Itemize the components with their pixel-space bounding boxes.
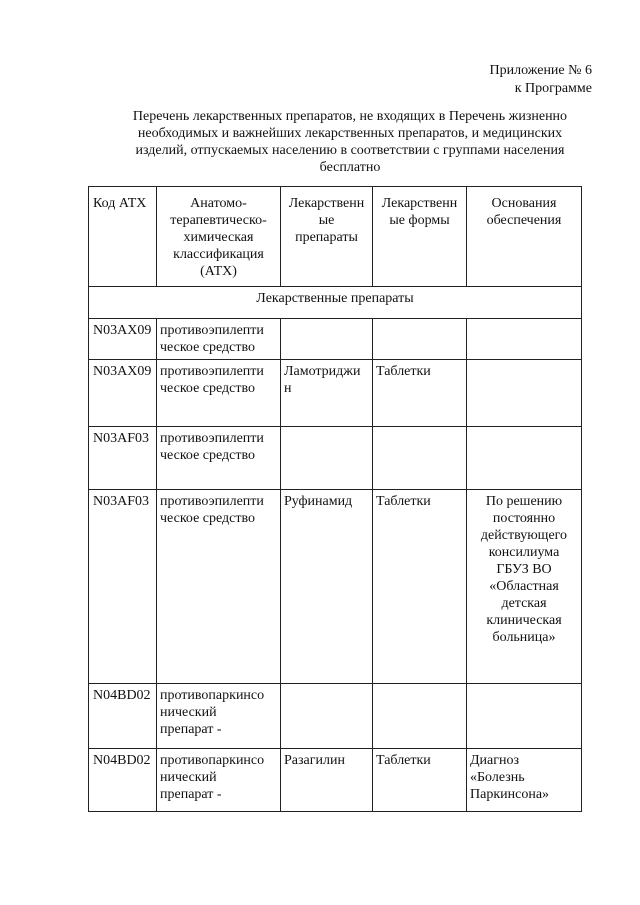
form-cell (373, 360, 467, 427)
drug-cell (281, 427, 373, 490)
classification-line: ческое средство (160, 511, 256, 526)
atc-code-cell: N03AF03 (89, 490, 157, 684)
classification-line: ческое средство (160, 381, 256, 396)
header-classification-line: Анатомо- (190, 196, 247, 211)
classification-line: нический (160, 770, 217, 785)
form-cell (373, 319, 467, 360)
basis-line: детская (501, 596, 547, 611)
basis-cell (467, 360, 582, 427)
header-forms (373, 187, 467, 287)
basis-line: «Областная (489, 579, 559, 594)
form-cell (373, 427, 467, 490)
header-drugs-line: препараты (295, 230, 358, 245)
header-classification-line: (АТХ) (200, 264, 237, 279)
classification-cell (157, 749, 281, 812)
header-basis (467, 187, 582, 287)
drug-cell (281, 319, 373, 360)
classification-line: противопаркинсо (160, 753, 265, 768)
header-forms-line: ые формы (389, 213, 450, 228)
drug-line: Разагилин (284, 753, 345, 768)
header-drugs (281, 187, 373, 287)
drug-list-table (88, 186, 582, 812)
title-line: изделий, отпускаемых населению в соответствии с группами населения (135, 143, 565, 158)
drug-cell (281, 749, 373, 812)
basis-line: «Болезнь (470, 770, 525, 785)
header-classification-line: классификация (173, 247, 264, 262)
basis-line: консилиума (488, 545, 560, 560)
classification-cell (157, 319, 281, 360)
table-row (89, 749, 582, 812)
basis-line: больница» (492, 630, 556, 645)
drug-cell (281, 684, 373, 749)
title-line: Перечень лекарственных препаратов, не входящих в Перечень жизненно (132, 109, 568, 124)
table-row (89, 684, 582, 749)
header-classification-line: терапевтическо- (170, 213, 267, 228)
classification-line: препарат - (160, 787, 222, 802)
basis-cell (467, 427, 582, 490)
atc-code-cell: N04BD02 (89, 749, 157, 812)
classification-line: противоэпилепти (160, 494, 264, 509)
classification-cell (157, 427, 281, 490)
classification-line: ческое средство (160, 340, 256, 355)
header-code-line: Код АТХ (93, 196, 147, 211)
atc-code-cell: N03AX09 (89, 319, 157, 360)
section-label: Лекарственные препараты (89, 287, 582, 319)
form-cell (373, 749, 467, 812)
form-line: Таблетки (376, 494, 431, 509)
atc-code-cell: N04BD02 (89, 684, 157, 749)
drug-line: Руфинамид (284, 494, 353, 509)
title-line: бесплатно (319, 160, 381, 175)
header-basis-line: Основания (491, 196, 557, 211)
drug-cell (281, 360, 373, 427)
header-drugs-line: Лекарственн (288, 196, 365, 211)
header-classification-line: химическая (183, 230, 254, 245)
classification-cell (157, 684, 281, 749)
classification-line: противоэпилепти (160, 323, 264, 338)
form-cell (373, 490, 467, 684)
form-line: Таблетки (376, 364, 431, 379)
header-code (89, 187, 157, 287)
appendix-label (490, 62, 593, 98)
classification-line: нический (160, 705, 217, 720)
basis-line: Паркинсона» (470, 787, 550, 802)
basis-cell (467, 684, 582, 749)
header-forms-line: Лекарственн (381, 196, 458, 211)
basis-cell (467, 490, 582, 684)
section-row (89, 287, 582, 319)
header-classification (157, 187, 281, 287)
drug-line: н (284, 381, 292, 396)
title-line: необходимых и важнейших лекарственных препаратов, и медицинских (137, 126, 563, 141)
classification-cell (157, 360, 281, 427)
basis-line: ГБУЗ ВО (496, 562, 552, 577)
table-row (89, 360, 582, 427)
classification-line: противоэпилепти (160, 364, 264, 379)
basis-line: постоянно (492, 511, 556, 526)
classification-line: препарат - (160, 722, 222, 737)
appendix-number: Приложение № 6 (489, 63, 592, 78)
header-basis-line: обеспечения (486, 213, 562, 228)
basis-cell (467, 319, 582, 360)
form-cell (373, 684, 467, 749)
atc-code-cell: N03AX09 (89, 360, 157, 427)
document-title (90, 108, 610, 176)
basis-line: клиническая (486, 613, 562, 628)
classification-line: противоэпилепти (160, 431, 264, 446)
table-row (89, 490, 582, 684)
appendix-program: к Программе (514, 81, 592, 96)
basis-line: действующего (480, 528, 568, 543)
basis-cell (467, 749, 582, 812)
drug-line: Ламотриджи (284, 364, 361, 379)
table-row (89, 427, 582, 490)
header-drugs-line: ые (318, 213, 335, 228)
basis-line: Диагноз (470, 753, 520, 768)
table-row (89, 319, 582, 360)
drug-cell (281, 490, 373, 684)
basis-line: По решению (485, 494, 563, 509)
atc-code-cell: N03AF03 (89, 427, 157, 490)
classification-line: ческое средство (160, 448, 256, 463)
classification-cell (157, 490, 281, 684)
form-line: Таблетки (376, 753, 431, 768)
table-header-row (89, 187, 582, 287)
classification-line: противопаркинсо (160, 688, 265, 703)
